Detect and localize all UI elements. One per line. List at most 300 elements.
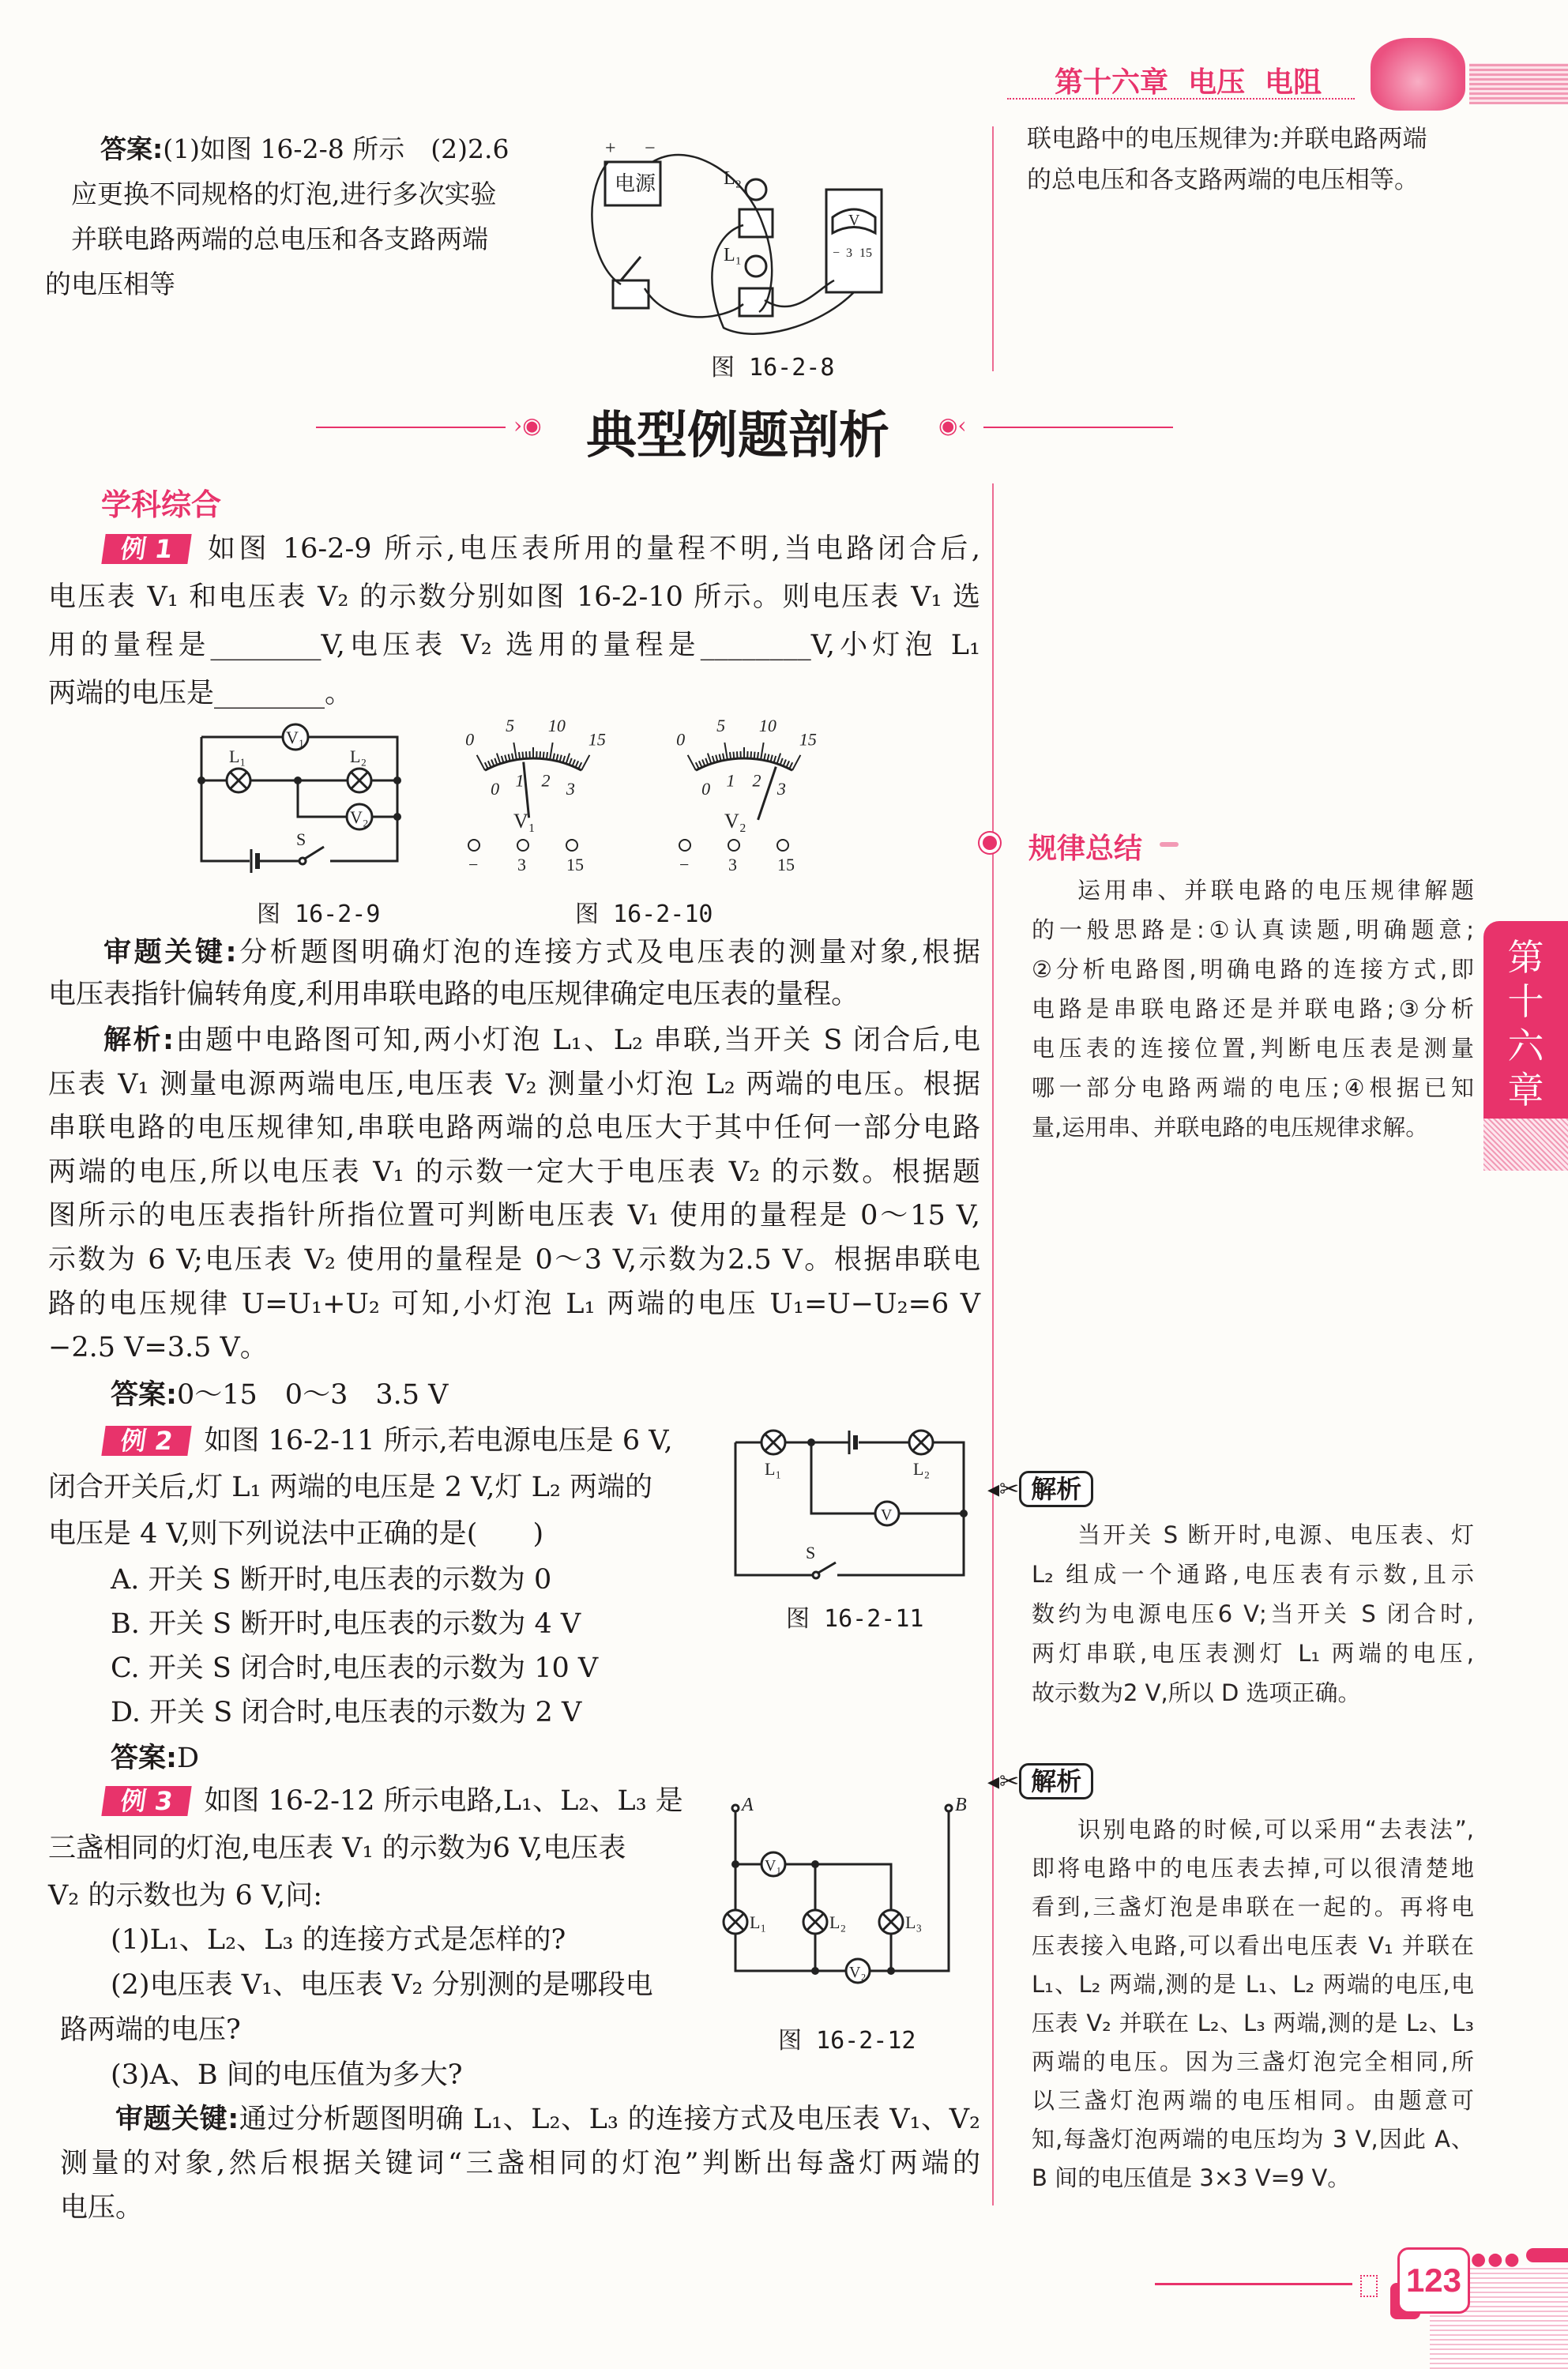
scale-label-0-15: 5 <box>716 716 726 736</box>
line-text: 图所示的电压表指针所指位置可判断电压表 V₁ 使用的量程是 0～15 V, <box>48 1200 980 1232</box>
terminal-label: 15 <box>566 855 584 874</box>
text-line <box>48 1777 743 1825</box>
switch-label: S <box>296 829 306 849</box>
text-line <box>48 1194 980 1239</box>
text-line <box>48 1283 980 1327</box>
dial-tick <box>702 759 705 765</box>
example-1-analysis <box>48 1019 980 1371</box>
line-text: 串联电路的电压规律知,串联电路两端的总电压大于其中任何一部分电路 <box>48 1112 980 1145</box>
voltmeter-dial-1 <box>438 716 628 874</box>
analysis-tag-label: 解析 <box>1019 1471 1093 1507</box>
scale-label-0-3: 3 <box>776 778 786 799</box>
figure-16-2-12 <box>715 1793 968 1983</box>
dial-tick <box>494 758 497 765</box>
voltmeter-body <box>826 190 882 292</box>
scale-label-0-15: 5 <box>506 716 515 736</box>
dial-tick <box>708 754 711 764</box>
dial-tick <box>730 752 731 759</box>
footer-bar <box>1526 2248 1568 2262</box>
text-line <box>1032 1107 1474 1147</box>
scissors-icon: ◂✂ <box>987 1767 1020 1796</box>
line-text: A. 开关 S 断开时,电压表的示数为 0 <box>111 1564 552 1596</box>
example-1-key-points <box>48 932 980 1016</box>
lamp-l2-label: L₂ <box>724 168 743 189</box>
text-line <box>48 1019 980 1063</box>
l1-label: L₁ <box>229 746 246 766</box>
text-line <box>111 1558 598 1602</box>
rule-summary-text <box>1032 871 1474 1147</box>
lamp-l1-icon <box>227 769 250 792</box>
figure-16-2-11 <box>727 1418 972 1584</box>
text-line <box>1032 910 1474 949</box>
terminal-icon <box>679 840 690 851</box>
text-line <box>1032 1028 1474 1068</box>
footer-rule <box>1155 2283 1352 2285</box>
dial-tick <box>556 754 558 761</box>
line-text: B 间的电压值是 3×3 V=9 V。 <box>1032 2164 1351 2191</box>
text-line <box>48 1107 980 1151</box>
text-line <box>60 2053 653 2098</box>
dial-tick <box>578 762 581 769</box>
text-line <box>48 573 980 622</box>
example-3-question <box>48 1777 743 1920</box>
scale-label-0-15: 15 <box>799 729 817 750</box>
dial-tick <box>491 759 494 765</box>
text-line <box>48 1511 743 1558</box>
line-text: 识别电路的时候,可以采用“去表法”, <box>1077 1816 1474 1843</box>
line-text: 哪一部分电路两端的电压;④根据已知 <box>1032 1074 1474 1101</box>
text-line <box>111 1602 598 1646</box>
line-text: 两端的电压。因为三盏灯泡完全相同,所 <box>1032 2048 1474 2075</box>
voltmeter-dial-2 <box>649 716 839 874</box>
dial-tick <box>553 754 555 761</box>
line-text: 压表接入电路,可以看出电压表 V₁ 并联在 <box>1032 1932 1474 1959</box>
l2-label: L₂ <box>913 1459 931 1479</box>
line-text: L₂ 组成一个通路,电压表有示数,且示 <box>1032 1561 1474 1588</box>
text-line <box>48 1239 980 1283</box>
bold-label: 审题关键: <box>103 937 237 968</box>
switch-icon <box>299 847 324 864</box>
text-line <box>60 2186 980 2230</box>
lamp-l2-base <box>739 209 773 237</box>
v1-label: V₁ <box>765 1857 782 1875</box>
line-text: 测量的对象,然后根据关键词“三盏相同的灯泡”判断出每盏灯两端的 <box>60 2148 980 2179</box>
dial-tick <box>723 754 724 761</box>
line-text: 压表 V₁ 测量电源两端电压,电压表 V₂ 测量小灯泡 L₂ 两端的电压。根据 <box>48 1068 980 1100</box>
figure-16-2-9 <box>190 719 419 877</box>
line-text: (3)A、B 间的电压值为多大? <box>111 2059 463 2091</box>
dial-tick <box>716 755 717 762</box>
text-line <box>48 1063 980 1107</box>
analysis-tag-label: 解析 <box>1019 1763 1093 1799</box>
line-text: 两端的电压是________。 <box>48 678 353 709</box>
example-tag: 例 2 <box>101 1426 192 1456</box>
figure-16-2-9-caption: 图 16-2-9 <box>257 901 381 928</box>
section-title: 典型例题剖析 <box>586 407 889 465</box>
l2-label: L₂ <box>350 746 367 766</box>
lamp-l1-icon <box>761 1431 785 1454</box>
line-text: 示数为 6 V;电压表 V₂ 使用的量程是 0～3 V,示数为2.5 V。根据串联电 <box>48 1243 980 1276</box>
dial-tick <box>761 743 764 760</box>
text-line <box>60 2097 980 2142</box>
line-text: 数约为电源电压6 V;当开关 S 闭合时, <box>1032 1600 1474 1627</box>
arrow-left-icon: ◉‹ <box>938 412 967 438</box>
page-number-box <box>1397 2247 1470 2314</box>
column-divider-main <box>992 483 994 2205</box>
example-2-question <box>48 1418 743 1558</box>
arrow-right-icon: ›◉ <box>513 412 542 438</box>
figure-16-2-8 <box>581 130 968 336</box>
text-line <box>1032 1888 1474 1927</box>
line-text: 闭合开关后,灯 L₁ 两端的电压是 2 V,灯 L₂ 两端的 <box>48 1472 652 1503</box>
line-text: 看到,三盏灯泡是串联在一起的。再将电 <box>1032 1893 1474 1920</box>
battery-icon <box>849 1431 855 1454</box>
line-text: B. 开关 S 断开时,电压表的示数为 4 V <box>111 1608 581 1640</box>
example-2-options <box>111 1558 598 1735</box>
dial-tick <box>497 754 500 764</box>
text-line <box>1032 1555 1474 1594</box>
v2-label: V₂ <box>350 807 369 827</box>
lamp-l2-icon <box>909 1431 933 1454</box>
text-line <box>60 2142 980 2186</box>
dial-tick <box>522 752 523 759</box>
scale-label-0-3: 1 <box>515 770 525 791</box>
line-text: 电压表指针偏转角度,利用串联电路的电压规律确定电压表的量程。 <box>48 979 859 1010</box>
example-1-question <box>48 525 980 718</box>
analysis-tag-1 <box>987 1471 1093 1507</box>
dial-tick <box>705 758 708 765</box>
circuit-wires <box>735 1808 949 1971</box>
text-line <box>48 1872 743 1920</box>
scale-label-0-3: 0 <box>491 778 500 799</box>
line-text: L₁、L₂ 两端,测的是 L₁、L₂ 两端的电压,电 <box>1032 1971 1474 1998</box>
terminal-icon <box>777 840 788 851</box>
text-line <box>1032 949 1474 989</box>
scale-label-0-15: 0 <box>676 729 686 750</box>
terminal-label: 3 <box>728 855 737 874</box>
battery-icon <box>251 849 258 873</box>
chapter-tab-label: 第十六章 <box>1507 936 1544 1111</box>
line-text: 联电路中的电压规律为:并联电路两端 <box>1027 125 1427 153</box>
line-text: 用的量程是________V,电压表 V₂ 选用的量程是________V,小灯泡 L₁ <box>48 630 980 661</box>
dial-tick <box>566 754 570 764</box>
dial-tick <box>573 759 575 765</box>
dial-tick <box>477 755 485 770</box>
figure-16-2-12-caption: 图 16-2-12 <box>778 2027 916 2055</box>
line-text: (1)L₁、L₂、L₃ 的连接方式是怎样的? <box>111 1924 566 1956</box>
dial-tick <box>512 754 513 761</box>
lamp-l1-icon <box>746 256 766 276</box>
dial-tick <box>774 756 776 763</box>
terminal-icon <box>517 840 528 851</box>
text-line <box>111 1690 598 1735</box>
line-text: 两端的电压,所以电压表 V₁ 的示数一定大于电压表 V₂ 的示数。根据题 <box>48 1156 980 1188</box>
rule-summary-title: 规律总结 <box>1028 833 1143 865</box>
dial-tick <box>502 756 504 763</box>
lamp-l1-label: L₁ <box>724 245 743 265</box>
lamp-l2-icon <box>803 1910 827 1934</box>
answer-label: 答案: <box>111 1379 177 1411</box>
dial-tick <box>767 754 769 761</box>
terminal-label: − <box>833 246 840 260</box>
l2-label: L₂ <box>829 1912 847 1932</box>
line-text: 电路是串联电路还是并联电路;③分析 <box>1032 995 1474 1022</box>
scale-label-0-15: 0 <box>465 729 475 750</box>
line-text: 的总电压和各支路两端的电压相等。 <box>1027 166 1419 194</box>
example-3-key-points <box>60 2097 980 2230</box>
lamp-l1-icon <box>724 1910 747 1934</box>
bold-label: 审题关键: <box>115 2104 239 2135</box>
line-text: 路两端的电压? <box>60 2014 241 2046</box>
line-text: 分析题图明确灯泡的连接方式及电压表的测量对象,根据 <box>236 937 980 968</box>
text-line <box>45 261 590 306</box>
line-text: 即将电路中的电压表去掉,可以很清楚地 <box>1032 1855 1474 1882</box>
text-line <box>48 525 980 573</box>
terminal-icon <box>468 840 479 851</box>
line-text: 电压表 V₁ 和电压表 V₂ 的示数分别如图 16-2-10 所示。则电压表 V₁ 选 <box>48 581 980 613</box>
terminal-b-label: B <box>955 1795 967 1815</box>
line-text: −2.5 V=3.5 V。 <box>48 1332 268 1364</box>
minus-label: − <box>645 138 656 159</box>
header-dotted-line <box>1007 98 1355 100</box>
dial-tick <box>519 752 520 759</box>
terminal-label: − <box>679 855 690 874</box>
example-tag: 例 3 <box>101 1786 192 1816</box>
dial-tick <box>777 754 780 764</box>
text-line <box>1032 1811 1474 1849</box>
scale-label-0-15: 10 <box>758 716 776 736</box>
dial-tick <box>575 761 578 767</box>
figure-16-2-8-caption: 图 16-2-8 <box>711 354 835 382</box>
dial-tick <box>570 758 572 765</box>
text-line <box>48 1465 743 1511</box>
lamp-l3-icon <box>879 1910 903 1934</box>
scissors-icon: ◂✂ <box>987 1475 1020 1503</box>
dial-tick <box>786 761 789 767</box>
section-rule-right <box>983 427 1173 428</box>
text-line <box>48 622 980 670</box>
terminal-label: 15 <box>777 855 795 874</box>
switch-icon <box>621 257 641 280</box>
line-text: (1)如图 16-2-8 所示 (2)2.6 <box>163 133 510 164</box>
line-text: 通过分析题图明确 L₁、L₂、L₃ 的连接方式及电压表 V₁、V₂ <box>239 2104 980 2135</box>
line-text: 电压表的连接位置,判断电压表是测量 <box>1032 1035 1474 1062</box>
text-line <box>48 1326 980 1371</box>
example-3-subquestions <box>60 1918 653 2098</box>
text-line <box>1032 2004 1474 2043</box>
line-text: 由题中电路图可知,两小灯泡 L₁、L₂ 串联,当开关 S 闭合后,电 <box>173 1025 981 1056</box>
dial-tick <box>713 756 715 763</box>
section-rule-left <box>316 427 506 428</box>
line-text: 两灯串联,电压表测灯 L₁ 两端的电压, <box>1032 1640 1474 1667</box>
line-text: 应更换不同规格的灯泡,进行多次实验 <box>71 179 497 209</box>
subject-heading: 学科综合 <box>101 487 222 522</box>
text-line <box>1032 1634 1474 1673</box>
answer-value: D <box>177 1743 200 1774</box>
terminal-icon <box>566 840 577 851</box>
line-text: 并联电路两端的总电压和各支路两端 <box>71 224 488 254</box>
dial-tick <box>764 754 765 761</box>
dial-tick <box>509 754 510 761</box>
scale-label-0-15: 15 <box>588 729 606 750</box>
v2-label: V₂ <box>849 1964 867 1981</box>
text-line <box>1032 2159 1474 2198</box>
dial-tick <box>780 758 783 765</box>
line-text: 如图 16-2-11 所示,若电源电压是 6 V, <box>204 1425 673 1457</box>
l1-label: L₁ <box>765 1459 782 1479</box>
figure-16-2-11-caption: 图 16-2-11 <box>786 1605 924 1633</box>
scale-label-0-15: 10 <box>547 716 566 736</box>
dial-tick <box>513 743 517 760</box>
text-line <box>60 1963 653 2008</box>
scale-label-0-3: 2 <box>752 770 761 791</box>
dial-tick <box>784 759 786 765</box>
footer-dotted-square <box>1360 2275 1378 2297</box>
lamp-l2-icon <box>348 769 371 792</box>
analysis-1-text <box>1032 1515 1474 1713</box>
dial-tick <box>505 755 506 762</box>
chapter-tab[interactable] <box>1483 921 1568 1119</box>
meter-symbol: V <box>848 212 860 229</box>
text-line <box>60 2008 653 2053</box>
text-line <box>1032 2081 1474 2120</box>
text-line <box>1027 160 1469 201</box>
text-line <box>1032 1849 1474 1888</box>
text-line <box>48 1418 743 1465</box>
text-line <box>1032 1068 1474 1107</box>
dial-tick <box>488 761 491 767</box>
text-line <box>1032 1594 1474 1634</box>
scale-label-0-3: 3 <box>566 778 575 799</box>
example-1-answer <box>111 1373 448 1412</box>
line-text: V₂ 的示数也为 6 V,问: <box>48 1880 323 1912</box>
line-text: 以三盏灯泡两端的电压相同。由题意可 <box>1032 2087 1474 2114</box>
dial-tick <box>792 755 800 770</box>
answer-value: 0～15 0～3 3.5 V <box>177 1379 449 1411</box>
text-line <box>1032 1673 1474 1713</box>
text-line <box>1032 1515 1474 1555</box>
scale-label-0-3: 0 <box>701 778 711 799</box>
text-line <box>1032 1965 1474 2004</box>
dial-tick <box>699 761 702 767</box>
example-2-answer <box>111 1736 199 1776</box>
text-line <box>45 216 590 261</box>
dial-tick <box>750 751 751 758</box>
rule-title-dash <box>1160 842 1179 847</box>
example-tag: 例 1 <box>101 534 192 564</box>
dial-tick <box>696 762 699 769</box>
line-text: (2)电压表 V₁、电压表 V₂ 分别测的是哪段电 <box>111 1969 653 2001</box>
l3-label: L₃ <box>905 1912 923 1932</box>
text-line <box>1032 2043 1474 2081</box>
bold-label: 答案: <box>100 133 164 164</box>
dial-tick <box>526 751 527 758</box>
line-text: 运用串、并联电路的电压规律解题 <box>1077 877 1474 904</box>
dial-tick <box>733 752 734 759</box>
dial-tick <box>550 743 553 760</box>
text-line <box>48 1151 980 1195</box>
analysis-tag-2 <box>987 1763 1093 1799</box>
line-text: ②分析电路图,明确电路的连接方式,即 <box>1032 956 1474 983</box>
text-line <box>48 932 980 974</box>
chapter-tab-hatch <box>1483 1119 1568 1171</box>
figure-16-2-10-caption: 图 16-2-10 <box>575 901 713 928</box>
terminal-label: 3 <box>517 855 526 874</box>
line-text: 如图 16-2-12 所示电路,L₁、L₂、L₃ 是 <box>204 1785 683 1817</box>
line-text: 当开关 S 断开时,电源、电压表、灯 <box>1077 1521 1474 1548</box>
text-line <box>60 1918 653 1963</box>
answer-label: 答案: <box>111 1743 177 1774</box>
dial-tick <box>543 752 544 759</box>
dial-tick <box>771 755 773 762</box>
terminal-a-label: A <box>742 1795 754 1815</box>
line-text: 压表 V₂ 并联在 L₂、L₃ 两端,测的是 L₂、L₃ <box>1032 2010 1474 2036</box>
switch-base <box>613 280 649 308</box>
rule-summary-marker-icon <box>983 836 997 850</box>
text-line <box>45 171 590 216</box>
dial-tick <box>563 756 566 763</box>
line-text: 路的电压规律 U=U₁+U₂ 可知,小灯泡 L₁ 两端的电压 U₁=U−U₂=6 V <box>48 1288 980 1320</box>
line-text: D. 开关 S 闭合时,电压表的示数为 2 V <box>111 1697 582 1728</box>
text-line <box>1032 871 1474 910</box>
line-text: 电压是 4 V,则下列说法中正确的是( ) <box>48 1518 544 1550</box>
scale-label-0-3: 2 <box>541 770 551 791</box>
footer-dots: ●●● <box>1471 2250 1521 2269</box>
line-text: 知,每盏灯泡两端的电压均为 3 V,因此 A、 <box>1032 2126 1474 2153</box>
line-text: 的一般思路是:①认真读题,明确题意; <box>1032 916 1474 943</box>
line-text: 如图 16-2-9 所示,电压表所用的量程不明,当电路闭合后, <box>204 533 980 565</box>
right-top-text <box>1027 118 1469 201</box>
switch-icon <box>813 1562 836 1578</box>
meter-name: V₂ <box>724 810 746 833</box>
analysis-2-text <box>1032 1811 1474 2198</box>
text-line <box>1032 1927 1474 1965</box>
plus-label: + <box>605 138 616 159</box>
dial-tick <box>720 754 721 761</box>
top-answer-block <box>45 126 590 306</box>
dial-tick <box>688 755 696 770</box>
text-line <box>1027 118 1469 160</box>
v-label: V <box>881 1506 893 1524</box>
line-text: 故示数为2 V,所以 D 选项正确。 <box>1032 1679 1361 1706</box>
terminal-label: 15 <box>859 246 872 260</box>
text-line <box>48 670 980 718</box>
line-text: 量,运用串、并联电路的电压规律求解。 <box>1032 1114 1429 1141</box>
scale-label-0-3: 1 <box>726 770 735 791</box>
page-number: 123 <box>1405 2262 1462 2299</box>
line-text: 的电压相等 <box>45 269 175 299</box>
dial-tick <box>754 752 755 759</box>
line-text: 三盏相同的灯泡,电压表 V₁ 的示数为6 V,电压表 <box>48 1833 626 1864</box>
chapter-header-title: 第十六章 电压 电阻 <box>1055 66 1322 99</box>
text-line <box>48 1825 743 1872</box>
text-line <box>45 126 590 171</box>
column-divider-top <box>992 126 994 371</box>
line-text: C. 开关 S 闭合时,电压表的示数为 10 V <box>111 1653 599 1684</box>
terminal-label: − <box>468 855 479 874</box>
book-emblem-icon <box>1371 38 1465 111</box>
text-line <box>1032 2120 1474 2159</box>
text-line <box>1032 989 1474 1028</box>
dial-tick <box>737 751 738 758</box>
dial-tick <box>560 755 562 762</box>
line-text: 电压。 <box>60 2192 144 2224</box>
text-line <box>48 974 980 1016</box>
text-line <box>111 1646 598 1690</box>
switch-label: S <box>806 1543 816 1562</box>
header-band <box>1469 63 1568 104</box>
terminal-icon <box>728 840 739 851</box>
